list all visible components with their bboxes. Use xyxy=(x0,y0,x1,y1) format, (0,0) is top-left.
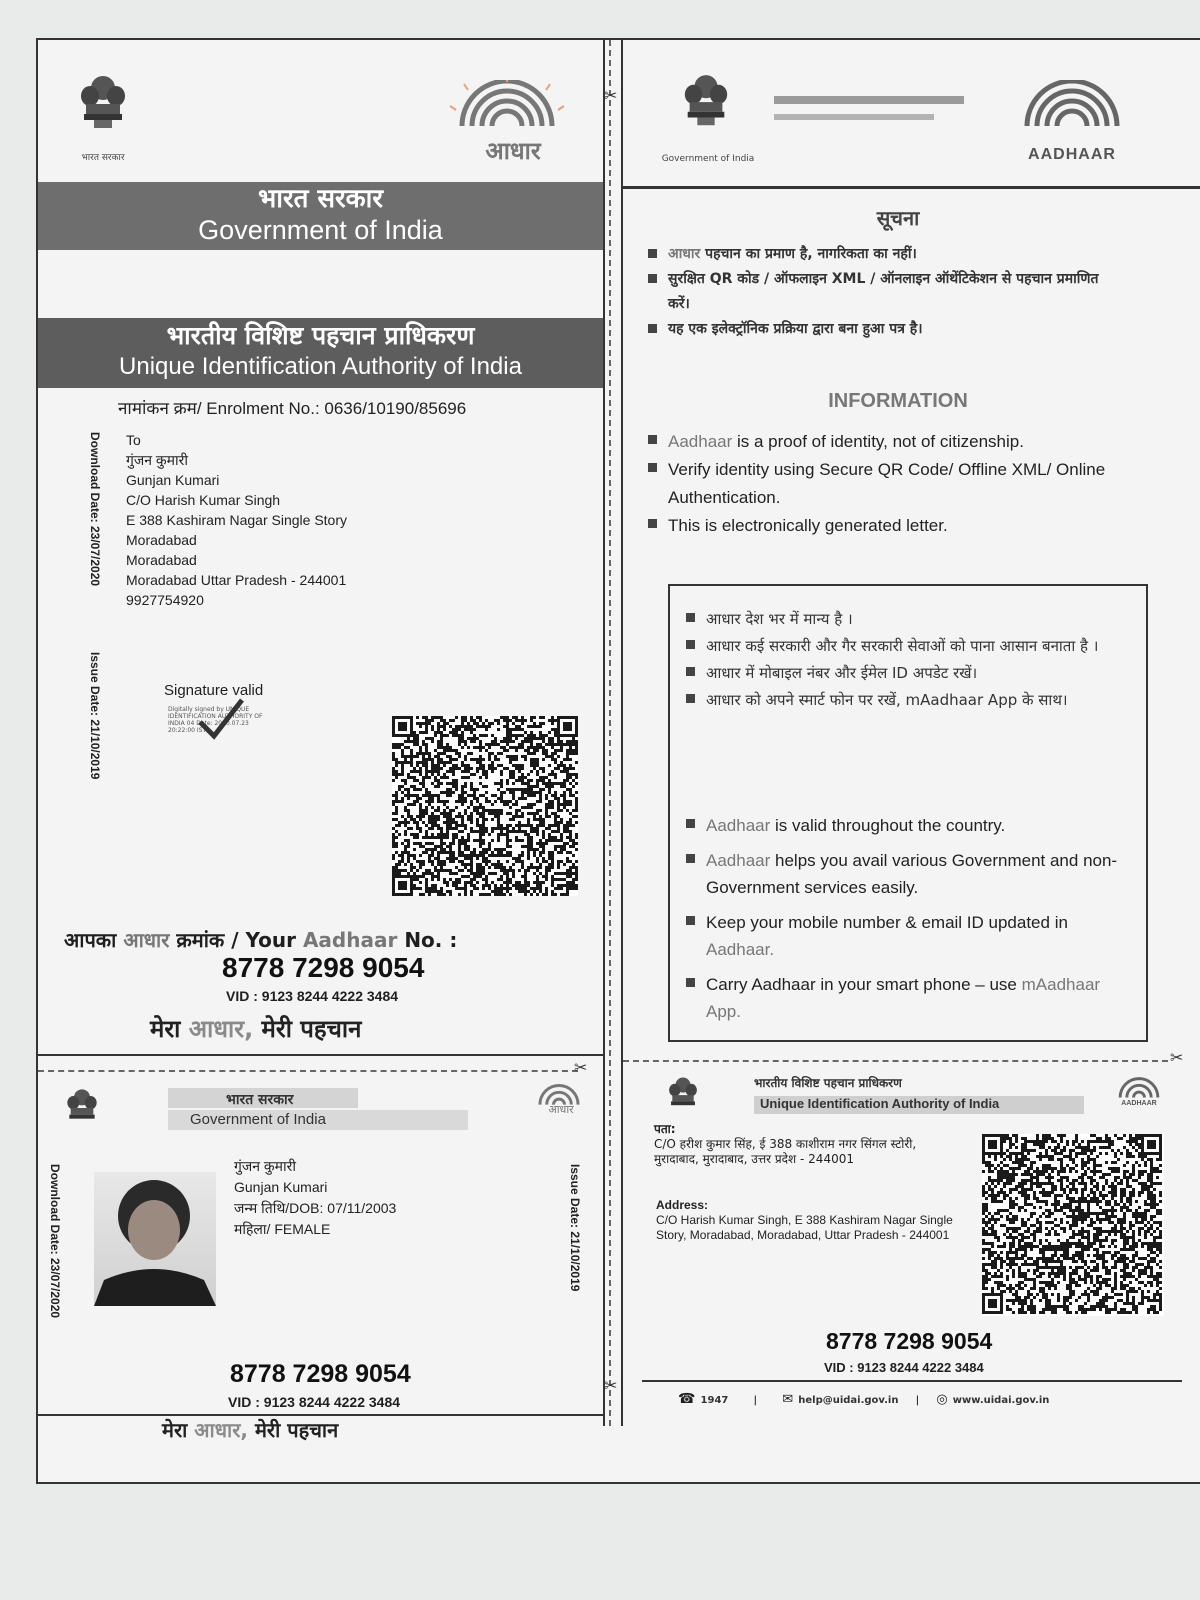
box-english-list xyxy=(684,812,1124,1025)
your-aadhaar-label-hi: आपका xyxy=(64,928,117,952)
card-download-date: Download Date: 23/07/2020 xyxy=(48,1164,62,1319)
card-gov-hindi: भारत सरकार xyxy=(226,1092,294,1108)
list-item-highlight: Aadhaar xyxy=(706,816,771,835)
signature-label: Signature valid xyxy=(164,682,264,699)
recipient-address xyxy=(126,430,347,610)
english-info-list xyxy=(646,428,1166,540)
address-line: गुंजन कुमारी xyxy=(126,452,189,468)
list-item-text: सुरक्षित QR कोड / ऑफलाइन XML / ऑनलाइन ऑथेंटिकेशन से पहचान प्रमाणित करें। xyxy=(668,271,1099,312)
address-line: E 388 Kashiram Nagar Single Story xyxy=(126,512,347,528)
holder-name-english: Gunjan Kumari xyxy=(234,1179,328,1195)
national-emblem-icon xyxy=(666,1074,700,1124)
scissors-icon: ✂ xyxy=(1170,1048,1184,1067)
contact-phone: 1947 xyxy=(700,1395,729,1406)
emblem-caption: भारत सरकार xyxy=(81,153,125,163)
list-item-text: Carry Aadhaar in your smart phone – use xyxy=(706,975,1022,994)
list-item xyxy=(646,242,1116,267)
address-line: C/O Harish Kumar Singh xyxy=(126,492,281,508)
list-item xyxy=(646,512,1166,540)
gov-band-english: Government of India xyxy=(198,215,443,245)
your-aadhaar-label-hi2: आधार xyxy=(123,928,170,952)
holder-dob: जन्म तिथि/DOB: 07/11/2003 xyxy=(234,1200,397,1216)
hindi-info-list xyxy=(646,242,1116,342)
list-item-text: This is electronically generated letter. xyxy=(668,516,948,535)
your-aadhaar-label-no: No. : xyxy=(404,928,458,952)
mail-icon: ✉ xyxy=(782,1392,794,1407)
list-item-text: helps you avail various Government and non-Government services easily. xyxy=(706,851,1118,897)
national-emblem-icon xyxy=(76,72,130,146)
gov-band xyxy=(38,182,603,250)
card-tagline xyxy=(162,1416,338,1443)
qr-code-pattern xyxy=(392,716,578,896)
scissors-icon: ✂ xyxy=(574,1058,588,1077)
address-line: Moradabad Uttar Pradesh - 244001 xyxy=(126,572,347,588)
qr-code-pattern xyxy=(982,1134,1164,1316)
gov-band-hindi: भारत सरकार xyxy=(257,184,384,214)
list-item xyxy=(684,971,1124,1025)
header-rule xyxy=(623,186,1200,189)
qr-code xyxy=(392,716,578,896)
issue-date: Issue Date: 21/10/2019 xyxy=(88,652,102,780)
list-item-text: Verify identity using Secure QR Code/ Offline XML/ Online Authentication. xyxy=(668,460,1106,507)
list-item xyxy=(646,267,1116,317)
list-item: आधार देश भर में मान्य है । xyxy=(684,606,1124,633)
vid-number: VID : 9123 8244 4222 3484 xyxy=(226,988,399,1004)
uidai-band-english: Unique Identification Authority of India xyxy=(119,353,522,380)
box-hindi-list xyxy=(684,606,1124,714)
uidai-band xyxy=(38,318,603,388)
redaction-bar xyxy=(774,114,934,120)
list-item xyxy=(646,317,1116,342)
your-aadhaar-label-hi3: क्रमांक / Your xyxy=(176,928,296,952)
aadhaar-letter-sheet xyxy=(36,38,1200,1484)
list-item xyxy=(684,909,1124,963)
card-aadhaar-number: 8778 7298 9054 xyxy=(230,1360,411,1388)
address-label-hindi: पता: xyxy=(654,1122,676,1136)
card-uidai-hindi: भारतीय विशिष्ट पहचान प्राधिकरण xyxy=(754,1076,902,1090)
your-aadhaar-label xyxy=(64,926,457,953)
list-item xyxy=(684,812,1124,839)
address-line: Gunjan Kumari xyxy=(126,472,220,488)
contact-footer xyxy=(678,1388,1049,1407)
national-emblem-icon xyxy=(680,70,732,144)
center-divider xyxy=(603,40,605,1426)
tagline-part: मेरी पहचान xyxy=(261,1015,362,1043)
contact-email: help@uidai.gov.in xyxy=(798,1395,899,1406)
tagline-part: मेरी पहचान xyxy=(254,1418,339,1442)
cut-line xyxy=(609,40,619,1426)
card-uidai-english: Unique Identification Authority of India xyxy=(760,1096,1000,1111)
scissors-icon: ✂ xyxy=(604,1376,618,1395)
list-item-text: पहचान का प्रमाण है, नागरिकता का नहीं। xyxy=(700,246,917,262)
list-item-highlight: Aadhaar xyxy=(668,432,733,451)
list-item-highlight: Aadhaar xyxy=(706,851,771,870)
list-item-text: Keep your mobile number & email ID updated in xyxy=(706,913,1068,932)
address-line: To xyxy=(126,432,141,448)
address-text-english: C/O Harish Kumar Singh, E 388 Kashiram Nagar Single Story, Moradabad, Moradabad, Uttar Pradesh - 244001 xyxy=(656,1213,953,1242)
list-item xyxy=(646,456,1166,512)
national-emblem-icon xyxy=(64,1086,100,1138)
card-issue-date: Issue Date: 21/10/2019 xyxy=(568,1164,582,1292)
enrolment-number: नामांकन क्रम/ Enrolment No.: 0636/10190/85696 xyxy=(118,399,467,418)
cut-line xyxy=(38,1070,578,1072)
download-date: Download Date: 23/07/2020 xyxy=(88,432,102,587)
information-title: INFORMATION xyxy=(828,390,968,412)
footer-separator: | xyxy=(915,1395,920,1406)
scissors-icon: ✂ xyxy=(604,86,618,105)
aadhaar-number: 8778 7298 9054 xyxy=(222,952,425,983)
address-text-hindi: C/O हरीश कुमार सिंह, ई 388 काशीराम नगर सिंगल स्टोरी, मुरादाबाद, मुरादाबाद, उत्तर प्रदेश - 244001 xyxy=(654,1137,917,1166)
list-item-text: यह एक इलेक्ट्रॉनिक प्रक्रिया द्वारा बना हुआ पत्र है। xyxy=(668,321,923,337)
list-item-text: is a proof of identity, not of citizenship. xyxy=(732,432,1024,451)
signature-stamp: Digitally signed by UNIQUE IDENTIFICATION AUTHORITY OF INDIA 04 Date: 2020.07.23 20:22:00 IST xyxy=(168,706,263,734)
list-item-text: is valid throughout the country. xyxy=(770,816,1006,835)
list-item-highlight: Aadhaar. xyxy=(706,940,775,959)
check-mark-icon xyxy=(196,696,246,746)
card-holder-details xyxy=(234,1156,396,1240)
list-item: आधार को अपने स्मार्ट फोन पर रखें, mAadhaar App के साथ। xyxy=(684,687,1124,714)
card-back-divider xyxy=(642,1380,1182,1382)
card-qr-code xyxy=(982,1134,1164,1316)
your-aadhaar-label-en: Aadhaar xyxy=(302,928,398,952)
phone-icon: ☎ xyxy=(678,1391,696,1407)
center-divider-2 xyxy=(621,40,623,1426)
gov-caption: Government of India xyxy=(661,154,755,164)
globe-icon: ◎ xyxy=(936,1392,948,1407)
list-item: आधार में मोबाइल नंबर और ईमेल ID अपडेट रखें। xyxy=(684,660,1124,687)
list-item xyxy=(684,847,1124,901)
card-address-english xyxy=(656,1198,956,1243)
card-vid-number: VID : 9123 8244 4222 3484 xyxy=(228,1394,401,1410)
list-item xyxy=(646,428,1166,456)
redaction-bar xyxy=(774,96,964,104)
aadhaar-logo-icon xyxy=(1013,80,1131,146)
holder-gender: महिला/ FEMALE xyxy=(234,1221,331,1237)
tagline-part: मेरा xyxy=(162,1418,188,1442)
tagline xyxy=(150,1012,361,1045)
tagline-part: मेरा xyxy=(150,1015,181,1043)
contact-website: www.uidai.gov.in xyxy=(952,1395,1050,1406)
address-line: 9927754920 xyxy=(126,592,204,608)
address-line: Moradabad xyxy=(126,552,197,568)
list-item-highlight: आधार xyxy=(668,246,701,262)
card-gov-english: Government of India xyxy=(190,1111,326,1128)
card-address-hindi xyxy=(654,1122,964,1167)
person-silhouette-icon xyxy=(94,1172,216,1306)
address-line: Moradabad xyxy=(126,532,197,548)
section-divider xyxy=(38,1054,603,1056)
uidai-band-hindi: भारतीय विशिष्ट पहचान प्राधिकरण xyxy=(166,321,475,350)
address-label-english: Address: xyxy=(656,1198,709,1212)
features-box xyxy=(668,584,1148,1042)
card-back-vid-number: VID : 9123 8244 4222 3484 xyxy=(824,1360,984,1375)
cut-line xyxy=(623,1060,1168,1062)
list-item: आधार कई सरकारी और गैर सरकारी सेवाओं को पाना आसान बनाता है । xyxy=(684,633,1124,660)
holder-name-hindi: गुंजन कुमारी xyxy=(234,1158,297,1174)
holder-photo xyxy=(94,1172,216,1306)
card-back-aadhaar-number: 8778 7298 9054 xyxy=(826,1328,993,1354)
tagline-part: आधार, xyxy=(194,1418,248,1442)
aadhaar-logo-text: आधार xyxy=(485,137,541,165)
aadhaar-logo-text: आधार xyxy=(548,1103,574,1116)
list-item-highlight: mAadhaar App. xyxy=(706,975,1101,1021)
aadhaar-logo-text: AADHAAR xyxy=(1028,146,1116,163)
tagline-part: आधार, xyxy=(188,1015,254,1043)
aadhaar-logo-text: AADHAAR xyxy=(1121,1100,1157,1107)
footer-separator: | xyxy=(753,1395,758,1406)
suchna-title: सूचना xyxy=(876,206,920,230)
